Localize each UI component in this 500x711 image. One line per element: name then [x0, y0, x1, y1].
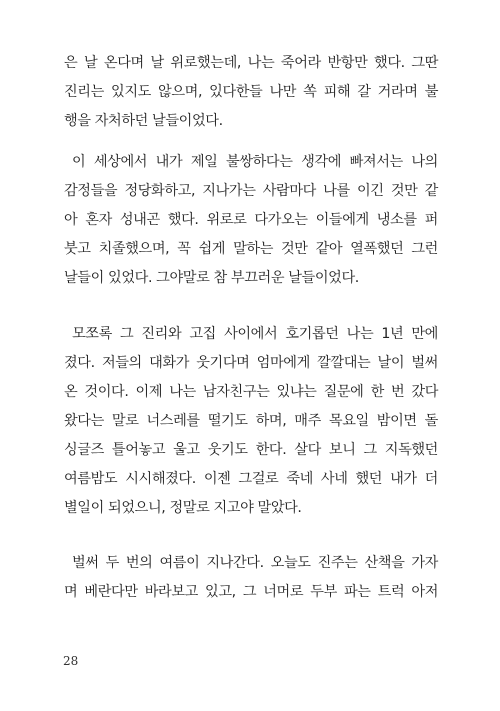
- text-line: 날들이 있었다. 그야말로 참 부끄러운 날들이었다.: [64, 270, 359, 286]
- paragraph-3: [64, 320, 438, 523]
- text-line: 싱글즈 틀어놓고 울고 웃기도 한다. 살다 보니 그 지독했던: [64, 442, 438, 458]
- text-line: 아 혼자 성내곤 했다. 위로로 다가오는 이들에게 냉소를 퍼: [64, 212, 438, 228]
- text-line: 별일이 되었으니, 정말로 지고야 말았다.: [64, 500, 302, 516]
- text-line: 행을 자처하던 날들이었다.: [64, 113, 223, 129]
- text-line: 온 것이다. 이제 나는 남자친구는 있냐는 질문에 한 번 갔다: [64, 384, 438, 400]
- text-line: 붓고 치졸했으며, 꼭 쉽게 말하는 것만 같아 열폭했던 그런: [64, 241, 438, 257]
- paragraph-1: [64, 49, 438, 136]
- text-line: 모쪼록 그 진리와 고집 사이에서 호기롭던 나는 1년 만에: [72, 326, 438, 342]
- text-line: 여름밤도 시시해졌다. 이젠 그걸로 죽네 사네 했던 내가 더: [64, 471, 438, 487]
- text-line: 왔다는 말로 너스레를 떨기도 하며, 매주 목요일 밤이면 돌: [64, 413, 438, 429]
- page-number: 28: [63, 654, 79, 668]
- text-line: 이 세상에서 내가 제일 불쌍하다는 생각에 빠져서는 나의: [72, 154, 438, 170]
- text-line: 며 베란다만 바라보고 있고, 그 너머로 두부 파는 트럭 아저: [64, 584, 438, 600]
- text-line: 감정들을 정당화하고, 지나가는 사람마다 나를 이긴 것만 같: [64, 183, 438, 199]
- text-line: 은 날 온다며 날 위로했는데, 나는 죽어라 반항만 했다. 그딴: [64, 55, 438, 71]
- text-line: 졌다. 저들의 대화가 웃기다며 엄마에게 깔깔대는 날이 벌써: [64, 355, 438, 371]
- text-line: 진리는 있지도 않으며, 있다한들 나만 쏙 피해 갈 거라며 불: [64, 84, 438, 100]
- text-line: 벌써 두 번의 여름이 지나간다. 오늘도 진주는 산책을 가자: [72, 555, 438, 571]
- paragraph-4: [64, 549, 438, 607]
- paragraph-2: [64, 148, 438, 293]
